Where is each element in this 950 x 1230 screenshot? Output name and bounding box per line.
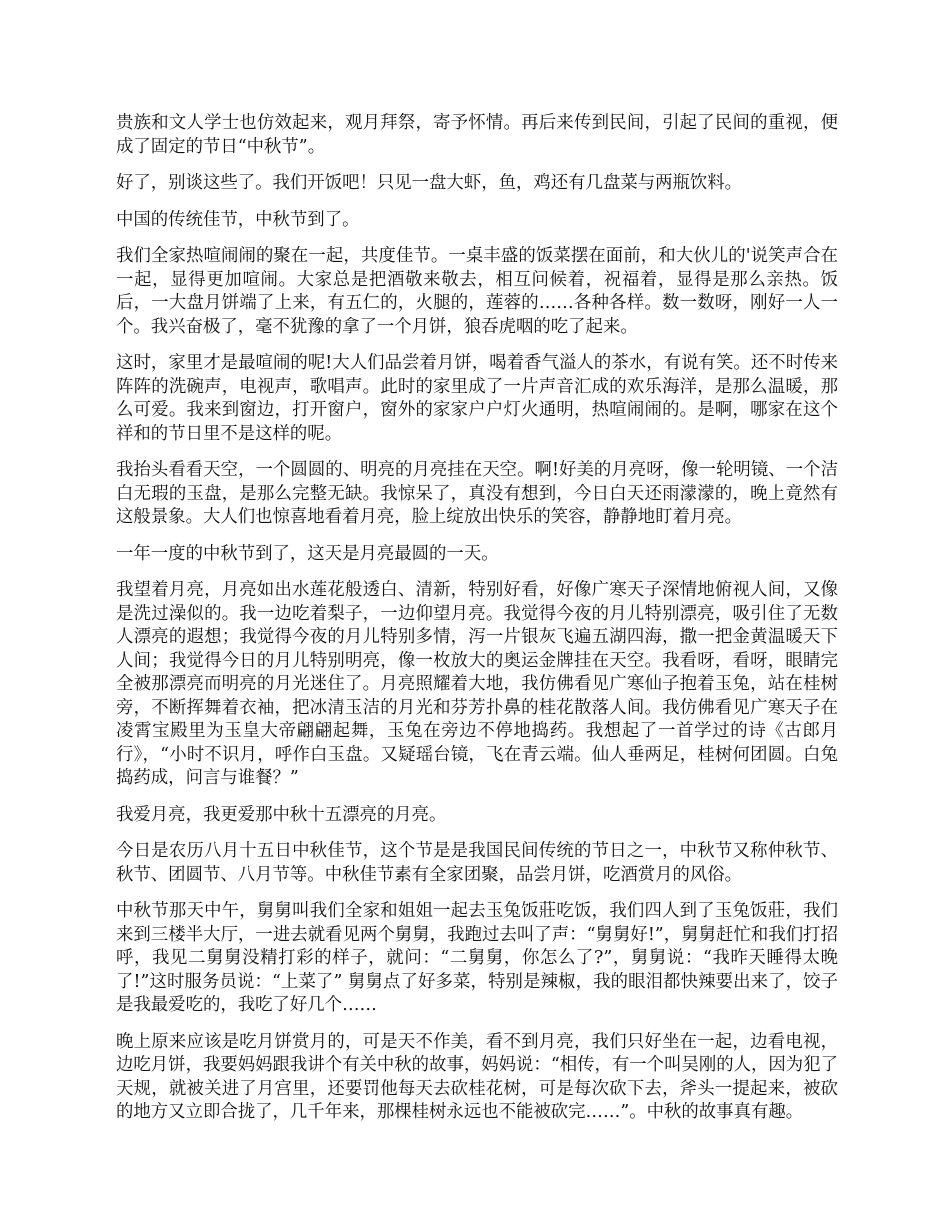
paragraph: 这时，家里才是最喧闹的呢!大人们品尝着月饼，喝着香气溢人的茶水，有说有笑。还不时传来阵阵的洗碗声，电视声，歌唱声。此时的家里成了一片声音汇成的欢乐海洋，是那么温暖，那么可爱。我来到窗边，打开窗户，窗外的家家户户灯火通明，热喧闹闹的。是啊，哪家在这个祥和的节日里不是这样的呢。	[116, 353, 838, 444]
paragraph: 一年一度的中秋节到了，这天是月亮最圆的一天。	[116, 543, 499, 564]
paragraph: 贵族和文人学士也仿效起来，观月拜祭，寄予怀情。再后来传到民间，引起了民间的重视，便成了固定的节日“中秋节”。	[116, 113, 838, 157]
paragraph: 我望着月亮，月亮如出水莲花般透白、清新，特别好看，好像广寒天子深情地俯视人间，又像是洗过澡似的。我一边吃着梨子，一边仰望月亮。我觉得今夜的月儿特别漂亮，吸引住了无数人漂亮的遐想；我觉得今夜的月儿特别多情，泻一片银灰飞遍五湖四海，撒一把金黄温暖天下人间；我觉得今日的月儿特别明亮，像一枚放大的奥运金牌挂在天空。我看呀，看呀，眼睛完全被那漂亮而明亮的月光迷住了。月亮照耀着大地，我仿佛看见广寒仙子抱着玉兔，站在桂树旁，不断挥舞着衣袖，把冰清玉洁的月光和芬芳扑鼻的桂花散落人间。我仿佛看见广寒天子在凌霄宝殿里为玉皇大帝翩翩起舞，玉兔在旁边不停地捣药。我想起了一首学过的诗《古郎月行》，“小时不识月，呼作白玉盘。又疑瑶台镜，飞在青云端。仙人垂两足，桂树何团圆。白兔捣药成，问言与谁餐？”	[116, 580, 838, 788]
paragraph: 中国的传统佳节，中秋节到了。	[116, 209, 360, 230]
paragraph: 今日是农历八月十五日中秋佳节，这个节是是我国民间传统的节日之一，中秋节又称仲秋节、秋节、团圆节、八月节等。中秋佳节素有全家团聚，品尝月饼，吃酒赏月的风俗。	[116, 841, 838, 885]
paragraph: 好了，别谈这些了。我们开饭吧！只见一盘大虾，鱼，鸡还有几盘菜与两瓶饮料。	[116, 173, 743, 193]
paragraph: 中秋节那天中午，舅舅叫我们全家和姐姐一起去玉兔饭莊吃饭，我们四人到了玉兔饭莊，我们来到三楼半大厅，一进去就看见两个舅舅，我跑过去叫了声：“舅舅好!”，舅舅赶忙和我们打招呼，我见二舅舅没精打彩的样子，就问：“二舅舅，你怎么了?”，舅舅说：“我昨天睡得太晚了!”这时服务员说：“上菜了” 舅舅点了好多菜，特别是辣椒，我的眼泪都快辣要出来了，饺子是我最爱吃的，我吃了好几个……	[116, 901, 838, 1015]
paragraph: 晚上原来应该是吃月饼赏月的，可是天不作美，看不到月亮，我们只好坐在一起，边看电视，边吃月饼，我要妈妈跟我讲个有关中秋的故事，妈妈说：“相传，有一个叫吴刚的人，因为犯了天规，就被关进了月宫里，还要罚他每天去砍桂花树，可是每次砍下去，斧头一提起来，被砍的地方又立即合拢了，几千年来，那棵桂树永远也不能被砍完……”。中秋的故事真有趣。	[116, 1031, 838, 1122]
paragraph: 我抬头看看天空，一个圆圆的、明亮的月亮挂在天空。啊!好美的月亮呀，像一轮明镜、一个洁白无瑕的玉盘，是那么完整无缺。我惊呆了，真没有想到，今日白天还雨濛濛的，晚上竟然有这般景象。大人们也惊喜地看着月亮，脸上绽放出快乐的笑容，静静地盯着月亮。	[116, 460, 838, 527]
paragraph: 我们全家热喧闹闹的聚在一起，共度佳节。一桌丰盛的饭菜摆在面前，和大伙儿的'说笑声合在一起，显得更加喧闹。大家总是把酒敬来敬去，相互问候着，祝福着，显得是那么亲热。饭后，一大盘月饼端了上来，有五仁的，火腿的，莲蓉的……各种各样。数一数呀，刚好一人一个。我兴奋极了，毫不犹豫的拿了一个月饼，狼吞虎咽的吃了起来。	[116, 246, 838, 337]
document-body	[116, 112, 838, 1138]
paragraph: 我爱月亮，我更爱那中秋十五漂亮的月亮。	[116, 804, 447, 825]
